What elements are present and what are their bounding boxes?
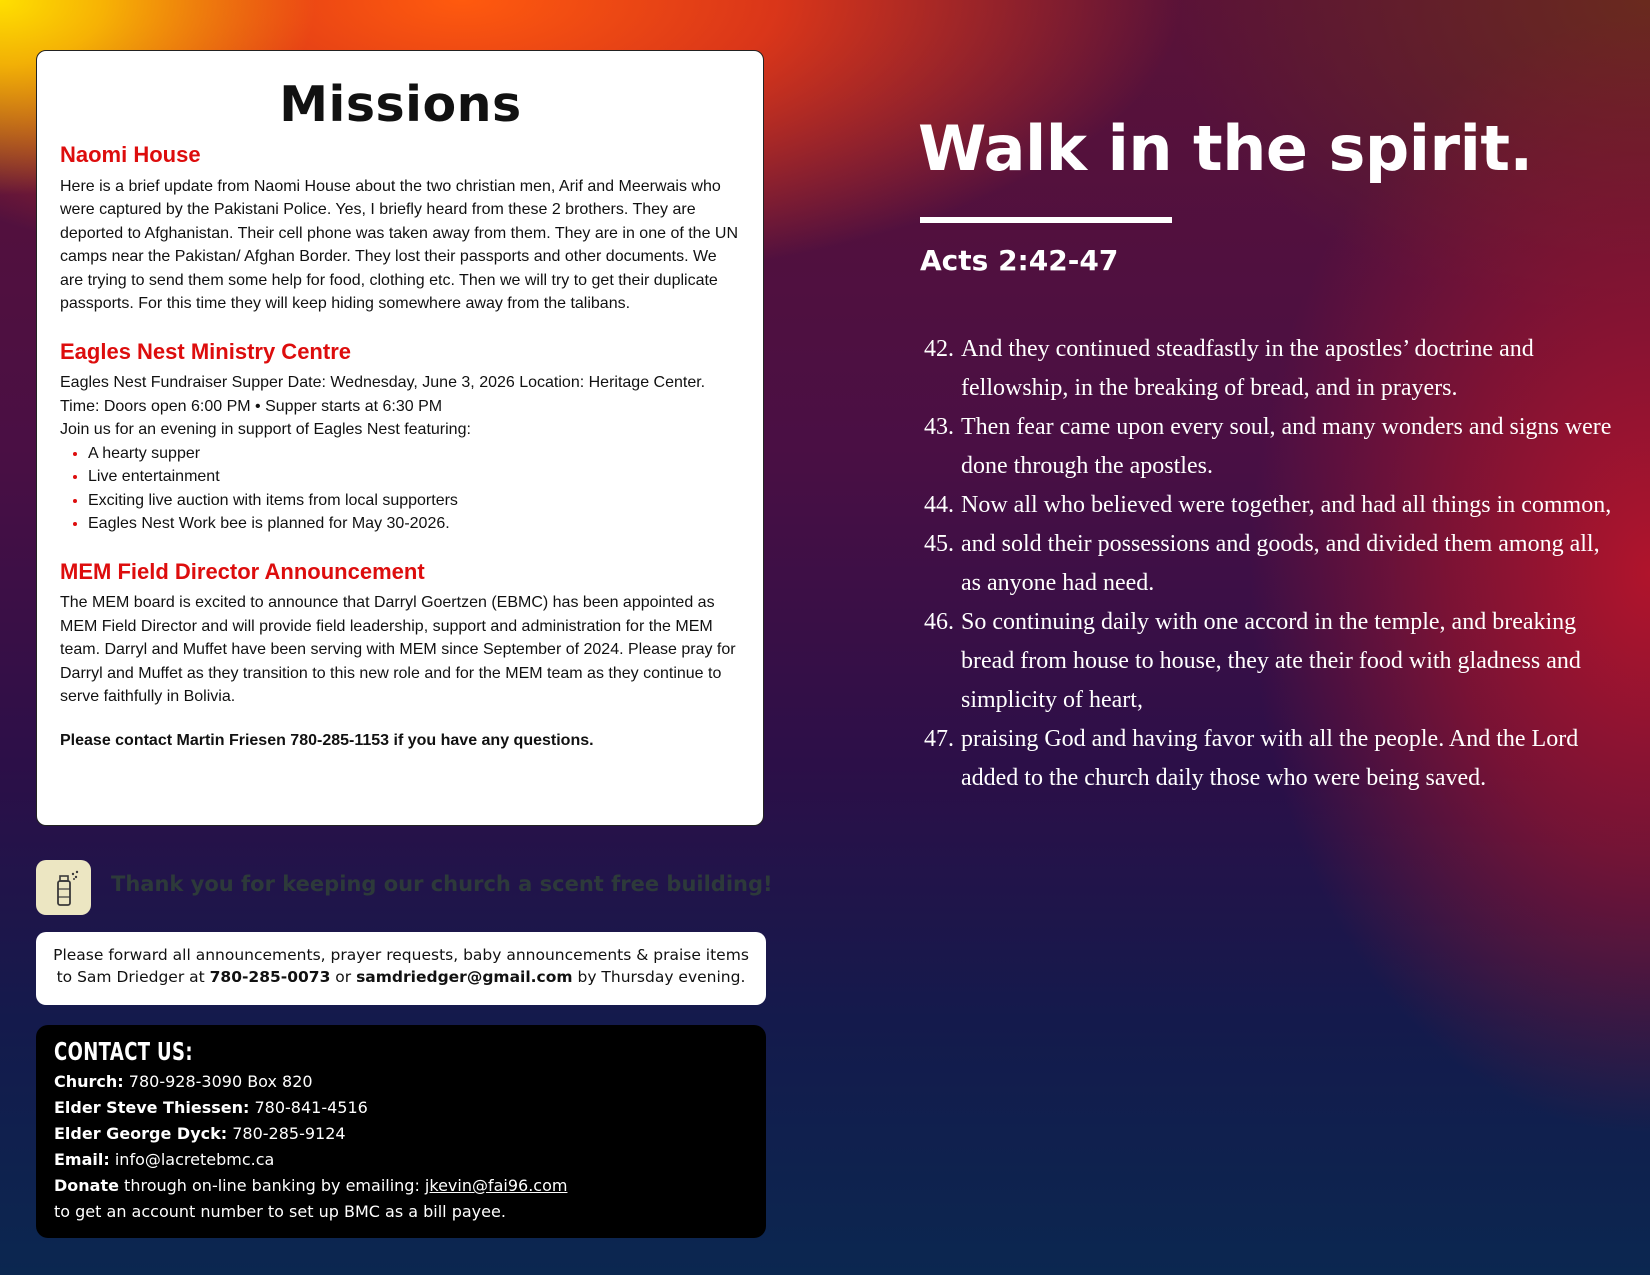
verse-item	[924, 603, 1614, 720]
verse-text: praising God and having favor with all the people. And the Lord added to the church daily those who were being saved.	[961, 726, 1579, 791]
contact-label: Elder George Dyck:	[54, 1124, 228, 1143]
scripture-reference: Acts 2:42-47	[920, 244, 1119, 277]
contact-value: 780-841-4516	[249, 1098, 368, 1117]
contact-elder-steve	[54, 1095, 748, 1121]
verse-item	[924, 720, 1614, 798]
contact-label: Church:	[54, 1072, 124, 1091]
list-item: • Eagles Nest Work bee is planned for May 30-2026.	[88, 512, 741, 536]
contact-donate	[54, 1173, 748, 1199]
verse-text: Then fear came upon every soul, and many wonders and signs were done through the apostles.	[961, 414, 1612, 479]
forward-text-c: by Thursday evening.	[572, 968, 746, 986]
eagles-nest-list	[60, 442, 741, 536]
contact-value: info@lacretebmc.ca	[109, 1150, 275, 1169]
verse-number: 44.	[924, 492, 954, 518]
verse-text: and sold their possessions and goods, and divided them among all, as anyone had need.	[961, 531, 1600, 596]
contact-value: 780-285-9124	[227, 1124, 346, 1143]
contact-email	[54, 1147, 748, 1173]
scent-notice-text: Thank you for keeping our church a scent free building!	[111, 872, 773, 896]
forward-announcements	[36, 932, 766, 1005]
verse-number: 45.	[924, 531, 954, 557]
forward-phone: 780-285-0073	[209, 968, 331, 986]
list-item: • Exciting live auction with items from local supporters	[88, 489, 741, 513]
contact-label: Email:	[54, 1150, 110, 1169]
contact-card	[36, 1025, 766, 1238]
verse-item	[924, 525, 1614, 603]
forward-email: samdriedger@gmail.com	[356, 968, 573, 986]
forward-text-b: or	[330, 968, 357, 986]
scripture-title: Walk in the spirit.	[918, 112, 1533, 185]
eagles-nest-line-1: Eagles Nest Fundraiser Supper Date: Wednesday, June 3, 2026 Location: Heritage Center.	[60, 374, 706, 392]
verse-item	[924, 486, 1614, 525]
verse-list	[924, 330, 1614, 798]
donate-text: through on-line banking by emailing:	[118, 1176, 425, 1195]
forward-text-a: Please forward all announcements, prayer requests, baby announcements & praise items to Sam Driedger at	[53, 946, 749, 986]
missions-contact-note: Please contact Martin Friesen 780-285-1153 if you have any questions.	[60, 731, 594, 749]
missions-card	[36, 50, 764, 826]
scent-notice	[36, 860, 773, 916]
donate-tail: to get an account number to set up BMC as a bill payee.	[54, 1202, 506, 1221]
contact-church	[54, 1069, 748, 1095]
verse-text: So continuing daily with one accord in the temple, and breaking bread from house to house, they ate their food with gladness and simplicity of heart,	[961, 609, 1581, 713]
verse-number: 46.	[924, 609, 954, 635]
mem-body: The MEM board is excited to announce that Darryl Goertzen (EBMC) has been appointed as MEM Field Director and will provide field leadership, support and administration for the MEM team. Darryl and Muffet have been serving with MEM since September of 2024. Please pray for Darryl and Muffet as they transition to this new role and for the MEM team as they continue to serve faithfully in Bolivia.	[60, 594, 736, 706]
contact-label: Elder Steve Thiessen:	[54, 1098, 250, 1117]
verse-item	[924, 330, 1614, 408]
verse-item	[924, 408, 1614, 486]
naomi-house-heading: Naomi House	[60, 142, 201, 168]
mem-heading: MEM Field Director Announcement	[60, 558, 425, 584]
spray-bottle-icon	[36, 860, 91, 915]
verse-text: And they continued steadfastly in the apostles’ doctrine and fellowship, in the breaking of bread, and in prayers.	[961, 336, 1534, 401]
eagles-nest-line-2: Time: Doors open 6:00 PM • Supper starts at 6:30 PM	[60, 397, 443, 415]
contact-value: 780-928-3090 Box 820	[123, 1072, 313, 1091]
verse-number: 42.	[924, 336, 954, 362]
list-item: • Live entertainment	[88, 465, 741, 489]
verse-number: 43.	[924, 414, 954, 440]
list-item: • A hearty supper	[88, 442, 741, 466]
verse-text: Now all who believed were together, and had all things in common,	[961, 492, 1612, 518]
missions-title: Missions	[279, 76, 522, 133]
donate-label: Donate	[54, 1176, 119, 1195]
naomi-house-body: Here is a brief update from Naomi House about the two christian men, Arif and Meerwais who were captured by the Pakistani Police. Yes, I briefly heard from these 2 brothers. They are deported to Afghanistan. Their cell phone was taken away from them. They are in one of the UN camps near the Pakistan/ Afghan Border. They lost their passports and other documents. We are trying to send them some help for food, clothing etc. Then we will try to get their duplicate passports. For this time they will keep hiding somewhere away from the talibans.	[60, 177, 739, 313]
eagles-nest-line-3: Join us for an evening in support of Eagles Nest featuring:	[60, 421, 471, 439]
eagles-nest-heading: Eagles Nest Ministry Centre	[60, 338, 351, 364]
contact-elder-george	[54, 1121, 748, 1147]
donate-email-link[interactable]: jkevin@fai96.com	[424, 1176, 568, 1195]
title-divider	[920, 217, 1172, 223]
contact-title: CONTACT US:	[54, 1037, 193, 1066]
verse-number: 47.	[924, 726, 954, 752]
